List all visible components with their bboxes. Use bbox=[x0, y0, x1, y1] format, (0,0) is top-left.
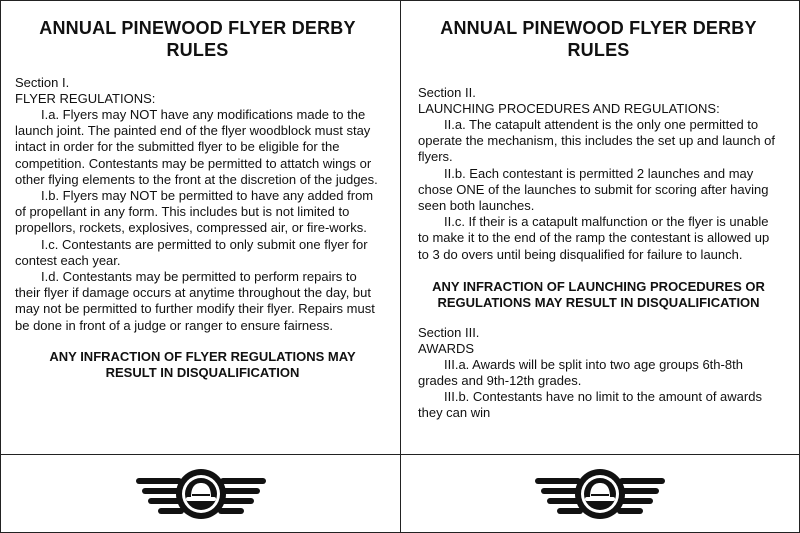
winged-hat-emblem-icon bbox=[535, 468, 665, 520]
rule-1b: I.b. Flyers may NOT be permitted to have any added from of propellant in any form. This includes but is not limited to propellors, rockets, explosives, compressed air, or fire-works. bbox=[15, 188, 374, 236]
rule-2b: II.b. Each contestant is permitted 2 launches and may chose ONE of the launches to submit for scoring after having seen both launches. bbox=[418, 165, 769, 214]
section-1-number: Section I. bbox=[15, 75, 70, 90]
section-3 bbox=[418, 325, 779, 422]
section-1-warning: ANY INFRACTION OF FLYER REGULATIONS MAY RESULT IN DISQUALIFICATION bbox=[49, 348, 356, 380]
right-card-body bbox=[401, 1, 799, 454]
section-2-warning: ANY INFRACTION OF LAUNCHING PROCEDURES OR REGULATIONS MAY RESULT IN DISQUALIFICATION bbox=[432, 278, 765, 310]
rule-1c: I.c. Contestants are permitted to only submit one flyer for contest each year. bbox=[15, 236, 368, 268]
section-3-heading: AWARDS bbox=[418, 340, 475, 356]
left-card-body bbox=[1, 1, 400, 454]
section-2-heading: LAUNCHING PROCEDURES AND REGULATIONS: bbox=[418, 101, 720, 116]
rule-2c: II.c. If their is a catapult malfunction or the flyer is unable to make it to the end of the ramp the contestant is allowed up to 3 do overs until being disqualified for failure to launch. bbox=[418, 214, 770, 262]
section-2 bbox=[418, 85, 779, 311]
rule-2a: II.a. The catapult attendent is the only one permitted to operate the mechanism, this includes the set up and launch of flyers. bbox=[418, 117, 775, 165]
rule-1d: I.d. Contestants may be permitted to perform repairs to their flyer if damage occurs at anytime throughout the day, but may not be permitted to further modify their flyer. Repairs must be done in front of a judge or ranger to ensure fairness. bbox=[15, 269, 375, 333]
left-card-footer bbox=[1, 454, 400, 532]
left-card-title: ANNUAL PINEWOOD FLYER DERBY RULES bbox=[39, 18, 356, 60]
right-card-title: ANNUAL PINEWOOD FLYER DERBY RULES bbox=[440, 18, 757, 60]
rule-3b: III.b. Contestants have no limit to the amount of awards they can win bbox=[418, 389, 762, 421]
rule-1a: I.a. Flyers may NOT have any modifications made to the launch joint. The painted end of the flyer woodblock must stay intact in order for the submitted flyer to be eligible for the competition. Contestants may be permitted to attatch wings or other flying elements to the front at the discretion of the judges. bbox=[15, 107, 378, 187]
section-1-heading: FLYER REGULATIONS: bbox=[15, 91, 156, 106]
section-3-number: Section III. bbox=[418, 324, 480, 340]
right-card-footer bbox=[401, 454, 799, 532]
right-rules-card bbox=[400, 1, 799, 532]
winged-hat-emblem-icon bbox=[136, 468, 266, 520]
section-2-number: Section II. bbox=[418, 85, 476, 100]
left-rules-card bbox=[1, 1, 400, 532]
section-1 bbox=[15, 75, 380, 381]
rule-3a: III.a. Awards will be split into two age groups 6th-8th grades and 9th-12th grades. bbox=[418, 356, 743, 389]
